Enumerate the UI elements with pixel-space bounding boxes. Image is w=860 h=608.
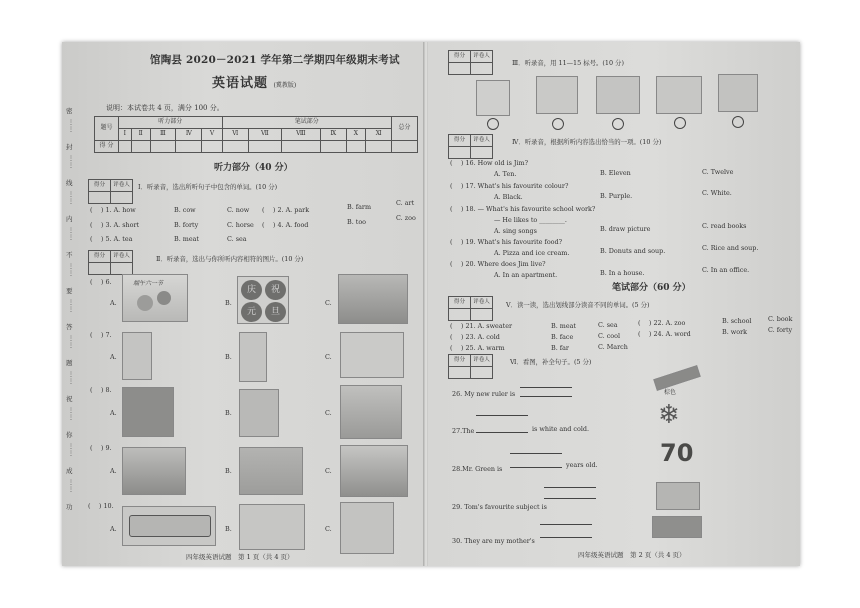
margin-dots: ⋮ ⋮	[68, 335, 74, 349]
score-cell[interactable]	[321, 141, 347, 153]
exam-page-1	[62, 42, 424, 566]
score-box	[448, 50, 493, 75]
q22-option-c: C. book	[768, 315, 793, 323]
scorer-cell[interactable]	[111, 263, 133, 275]
q23: ( ) 23. A. cold	[450, 333, 500, 341]
q27-answer-line[interactable]	[476, 415, 528, 416]
q26-answer-line[interactable]	[520, 387, 572, 388]
score-cell[interactable]	[119, 141, 132, 153]
picture-8a-teacher[interactable]	[122, 387, 174, 437]
margin-dots: ⋮ ⋮	[68, 155, 74, 169]
exam-page-2	[428, 42, 800, 566]
q3-option-c: C. horse	[227, 221, 254, 229]
score-cell[interactable]	[346, 141, 366, 153]
section-5-title: Ⅴ．读一读，选出划线部分读音不同的单词。(5 分)	[506, 301, 650, 309]
scorer-label: 评卷人	[111, 251, 133, 263]
q16-option-b: B. Eleven	[600, 169, 631, 177]
q18-option-c: C. read books	[702, 222, 747, 230]
margin-dots: ⋮ ⋮	[68, 263, 74, 277]
score-box-cell[interactable]	[89, 192, 111, 204]
scorer-cell[interactable]	[471, 147, 493, 159]
grade-col: Ⅶ	[248, 129, 281, 141]
q5-question: ( ) 5. A. tea	[90, 235, 133, 243]
answer-circle[interactable]	[612, 118, 624, 130]
q19-option-a: A. Pizza and ice cream.	[494, 249, 570, 257]
picture-iii-2[interactable]	[536, 76, 578, 114]
score-box-cell[interactable]	[449, 147, 471, 159]
q3-question: ( ) 3. A. short	[90, 221, 140, 229]
q9-number: ( ) 9.	[90, 444, 112, 452]
q20-option-a: A. In an apartment.	[494, 271, 558, 279]
option-a-label: A.	[110, 353, 117, 361]
number-70: 70	[660, 439, 694, 467]
margin-char: 不	[66, 251, 73, 259]
q18-option-b: B. draw picture	[600, 225, 651, 233]
picture-8b-desk[interactable]	[239, 389, 279, 437]
q21: ( ) 21. A. sweater	[450, 322, 513, 330]
margin-char: 密	[66, 107, 73, 115]
picture-iii-1[interactable]	[476, 80, 510, 116]
picture-6a-caption: 端午六一节	[133, 280, 164, 287]
scorer-label: 评卷人	[111, 180, 133, 192]
score-box	[448, 354, 493, 379]
q22: ( ) 22. A. zoo	[638, 319, 686, 327]
section-3-title: Ⅲ．听录音，用 11—15 标号。(10 分)	[512, 59, 624, 67]
ruler-color-label: 棕色	[664, 389, 677, 396]
margin-char: 线	[66, 179, 73, 187]
grade-col: Ⅰ	[119, 129, 132, 141]
snowflake-icon: ❄	[658, 400, 680, 430]
q16-option-a: A. Ten.	[494, 170, 517, 178]
q25-option-b: B. far	[551, 344, 569, 352]
score-cell[interactable]	[131, 141, 150, 153]
art-class-picture[interactable]	[656, 482, 700, 510]
q25-option-c: C. March	[598, 343, 628, 351]
q2-question: ( ) 2. A. park	[262, 206, 310, 214]
page-2-footer: 四年级英语试题 第 2 页（共 4 页）	[578, 551, 686, 559]
grade-col: Ⅵ	[222, 129, 248, 141]
score-box	[88, 179, 133, 204]
q16: ( ) 16. How old is Jim?	[450, 159, 529, 167]
q30-answer-line[interactable]	[540, 524, 592, 525]
grade-col: Ⅹ	[346, 129, 366, 141]
picture-iii-5[interactable]	[718, 74, 758, 112]
q22-option-b: B. school	[722, 317, 752, 325]
q7-number: ( ) 7.	[90, 331, 112, 339]
lantern-char: 庆	[241, 280, 262, 300]
section-6-title: Ⅵ．看图，补全句子。(5 分)	[510, 358, 592, 366]
grade-table-label: 题号	[95, 117, 119, 141]
grade-col: Ⅱ	[131, 129, 150, 141]
score-box-cell[interactable]	[89, 263, 111, 275]
exam-title: 馆陶县 2020－2021 学年第二学期四年级期末考试	[150, 54, 400, 66]
score-cell[interactable]	[366, 141, 392, 153]
q17-option-b: B. Purple.	[600, 192, 633, 200]
q30-text: 30. They are my mother's	[452, 537, 535, 545]
section-4-title: Ⅳ．听录音，根据所听内容选出恰当的一项。(10 分)	[512, 138, 662, 146]
margin-char: 要	[66, 287, 73, 295]
q4-question: ( ) 4. A. food	[262, 221, 309, 229]
q4-option-c: C. zoo	[396, 214, 416, 222]
margin-char: 答	[66, 323, 73, 331]
q1-option-b: B. cow	[174, 206, 196, 214]
page-1-footer: 四年级英语试题 第 1 页（共 4 页）	[186, 553, 294, 561]
q26-text: 26. My new ruler is	[452, 390, 516, 398]
score-cell[interactable]	[281, 141, 320, 153]
score-cell[interactable]	[176, 141, 202, 153]
q20-option-c: C. In an office.	[702, 266, 750, 274]
score-box-label: 得分	[449, 355, 471, 367]
score-box-label: 得分	[449, 135, 471, 147]
q3-option-b: B. forty	[174, 221, 199, 229]
q4-option-b: B. too	[347, 218, 367, 226]
option-a-label: A.	[110, 299, 117, 307]
listening-header: 听力部分（40 分）	[214, 163, 293, 173]
picture-7a-girl[interactable]	[122, 332, 152, 380]
exam-subtitle: 英语试题 (冀教版)	[212, 76, 297, 91]
score-box-cell[interactable]	[449, 309, 471, 321]
ruler-picture[interactable]	[653, 365, 700, 391]
balloon-icon	[137, 295, 153, 311]
option-b-label: B.	[225, 299, 232, 307]
option-b-label: B.	[225, 353, 232, 361]
picture-6c-great-wall[interactable]	[338, 274, 408, 324]
picture-10a-bus[interactable]	[122, 506, 216, 546]
scorer-cell[interactable]	[471, 63, 493, 75]
balloon-icon	[157, 291, 171, 305]
scorer-label: 评卷人	[471, 51, 493, 63]
answer-circle[interactable]	[552, 118, 564, 130]
margin-char: 功	[66, 503, 73, 511]
grade-col: Ⅺ	[366, 129, 392, 141]
lantern-char: 旦	[265, 302, 286, 322]
option-a-label: A.	[110, 409, 117, 417]
q5-option-c: C. sea	[227, 235, 247, 243]
q17: ( ) 17. What's his favourite colour?	[450, 182, 569, 190]
score-cell[interactable]	[202, 141, 222, 153]
score-box-cell[interactable]	[449, 367, 471, 379]
scorer-label: 评卷人	[471, 297, 493, 309]
score-cell[interactable]	[248, 141, 281, 153]
q19: ( ) 19. What's his favourite food?	[450, 238, 563, 246]
grade-col: Ⅳ	[176, 129, 202, 141]
margin-dots: ⋮ ⋮	[68, 479, 74, 493]
written-header: 笔试部分（60 分）	[612, 283, 691, 293]
margin-char: 成	[66, 467, 73, 475]
score-cell[interactable]	[222, 141, 248, 153]
margin-char: 你	[66, 431, 73, 439]
q17-option-c: C. White.	[702, 189, 732, 197]
grade-table-total: 总分	[392, 117, 418, 141]
q24: ( ) 24. A. word	[638, 330, 691, 338]
grade-table-score-label: 得 分	[95, 141, 119, 153]
q25: ( ) 25. A. warm	[450, 344, 505, 352]
margin-dots: ⋮ ⋮	[68, 191, 74, 205]
margin-dots: ⋮ ⋮	[68, 227, 74, 241]
section-1-title: Ⅰ．听录音，选出所听句子中包含的单词。(10 分)	[138, 183, 278, 191]
lantern-char: 元	[241, 302, 262, 322]
scorer-cell[interactable]	[111, 192, 133, 204]
option-c-label: C.	[325, 299, 332, 307]
score-box-label: 得分	[449, 51, 471, 63]
q27-answer-line[interactable]	[476, 432, 528, 433]
q2-option-b: B. farm	[347, 203, 372, 211]
grade-col: Ⅷ	[281, 129, 320, 141]
q18: ( ) 18. — What's his favourite school work?	[450, 205, 596, 213]
q28-answer-line[interactable]	[510, 467, 562, 468]
q29-answer-line[interactable]	[544, 498, 596, 499]
option-c-label: C.	[325, 467, 332, 475]
option-a-label: A.	[110, 467, 117, 475]
section-2-title: Ⅱ．听录音，选出与你所听内容相符的图片。(10 分)	[156, 255, 304, 263]
scorer-label: 评卷人	[471, 355, 493, 367]
margin-dots: ⋮ ⋮	[68, 407, 74, 421]
q17-option-a: A. Black.	[494, 193, 523, 201]
grade-col: Ⅴ	[202, 129, 222, 141]
scorer-label: 评卷人	[471, 135, 493, 147]
answer-circle[interactable]	[732, 116, 744, 128]
q5-option-b: B. meat	[174, 235, 199, 243]
margin-char: 封	[66, 143, 73, 151]
q27-text-end: is white and cold.	[532, 425, 590, 433]
score-box-label: 得分	[89, 180, 111, 192]
q24-option-c: C. forty	[768, 326, 793, 334]
margin-dots: ⋮ ⋮	[68, 443, 74, 457]
picture-6a[interactable]	[122, 274, 188, 322]
option-c-label: C.	[325, 525, 332, 533]
picture-iii-3[interactable]	[596, 76, 640, 114]
score-box	[448, 296, 493, 321]
picture-10b-walking[interactable]	[239, 504, 305, 550]
q29-answer-line[interactable]	[544, 487, 596, 488]
option-b-label: B.	[225, 409, 232, 417]
q18-response: — He likes to ________.	[494, 216, 567, 224]
picture-6b[interactable]	[237, 276, 289, 324]
score-box	[448, 134, 493, 159]
q26-answer-line[interactable]	[520, 396, 572, 397]
margin-dots: ⋮ ⋮	[68, 299, 74, 313]
scorer-cell[interactable]	[471, 367, 493, 379]
q29-text: 29. Tom's favourite subject is	[452, 503, 547, 511]
q19-option-b: B. Donuts and soup.	[600, 247, 666, 255]
answer-circle[interactable]	[674, 117, 686, 129]
margin-char: 内	[66, 215, 73, 223]
picture-10c-bike[interactable]	[340, 502, 394, 554]
score-cell[interactable]	[150, 141, 176, 153]
q10-number: ( ) 10.	[88, 502, 114, 510]
picture-9b-snowman[interactable]	[239, 447, 303, 495]
score-box-label: 得分	[89, 251, 111, 263]
grade-col: Ⅲ	[150, 129, 176, 141]
q19-option-c: C. Rice and soup.	[702, 244, 759, 252]
option-a-label: A.	[110, 525, 117, 533]
q21-option-b: B. meat	[551, 322, 576, 330]
q21-option-c: C. sea	[598, 321, 618, 329]
q8-number: ( ) 8.	[90, 386, 112, 394]
lantern-char: 祝	[265, 280, 286, 300]
q30-answer-line[interactable]	[540, 537, 592, 538]
q23-option-b: B. face	[551, 333, 574, 341]
score-box	[88, 250, 133, 275]
q23-option-c: C. cool	[598, 332, 621, 340]
score-box-cell[interactable]	[449, 63, 471, 75]
picture-9c-tree[interactable]	[340, 445, 408, 497]
q6-number: ( ) 6.	[90, 278, 112, 286]
margin-dots: ⋮ ⋮	[68, 371, 74, 385]
option-c-label: C.	[325, 353, 332, 361]
picture-7b-child[interactable]	[239, 332, 267, 382]
exam-note: 说明：本试卷共 4 页，满分 100 分。	[106, 104, 224, 112]
q1-question: ( ) 1. A. how	[90, 206, 136, 214]
grade-table-written: 笔试部分	[222, 117, 391, 129]
picture-8c-tree[interactable]	[340, 385, 402, 439]
picture-9a-landscape[interactable]	[122, 447, 186, 495]
margin-char: 题	[66, 359, 73, 367]
q20: ( ) 20. Where does Jim live?	[450, 260, 546, 268]
picture-7c-two-kids[interactable]	[340, 332, 404, 378]
q18-option-a: A. sing songs	[494, 227, 537, 235]
q16-option-c: C. Twelve	[702, 168, 734, 176]
q2-option-c: C. art	[396, 199, 415, 207]
margin-dots: ⋮ ⋮	[68, 119, 74, 133]
bus-icon	[129, 515, 211, 537]
q24-option-b: B. work	[722, 328, 748, 336]
grade-table	[94, 116, 418, 153]
answer-circle[interactable]	[487, 118, 499, 130]
q27-text: 27.The	[452, 427, 475, 435]
scorer-cell[interactable]	[471, 309, 493, 321]
score-box-label: 得分	[449, 297, 471, 309]
grade-table-listen: 听力部分	[119, 117, 223, 129]
q1-option-c: C. now	[227, 206, 250, 214]
q28-text: 28.Mr. Green is	[452, 465, 503, 473]
q28-answer-line[interactable]	[510, 453, 562, 454]
option-b-label: B.	[225, 525, 232, 533]
exam-photo	[62, 42, 800, 566]
grade-col: Ⅸ	[321, 129, 347, 141]
option-c-label: C.	[325, 409, 332, 417]
q28-text-end: years old.	[566, 461, 598, 469]
score-cell[interactable]	[392, 141, 418, 153]
picture-iii-4[interactable]	[656, 76, 702, 114]
clothes-picture[interactable]	[652, 516, 702, 538]
option-b-label: B.	[225, 467, 232, 475]
margin-char: 祝	[66, 395, 73, 403]
q20-option-b: B. In a house.	[600, 269, 645, 277]
